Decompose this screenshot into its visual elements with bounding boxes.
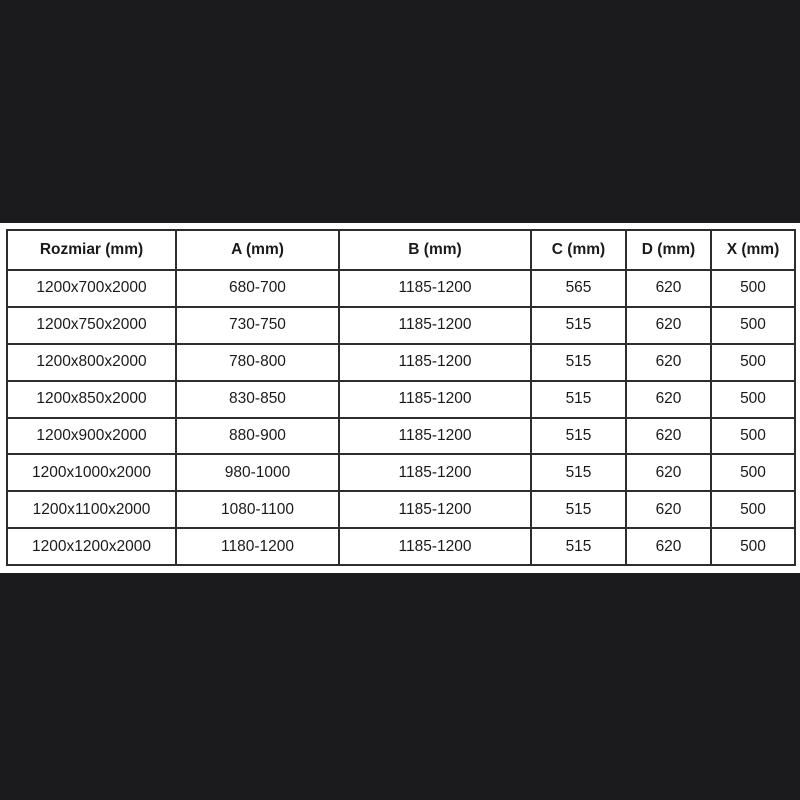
table-cell: 1185-1200 [339, 344, 531, 381]
table-cell: 980-1000 [176, 454, 339, 491]
table-cell: 500 [711, 381, 795, 418]
table-cell: 620 [626, 418, 711, 455]
table-cell: 1185-1200 [339, 418, 531, 455]
table-cell: 565 [531, 270, 626, 307]
table-cell: 620 [626, 491, 711, 528]
table-cell: 515 [531, 381, 626, 418]
column-header: D (mm) [626, 230, 711, 270]
table-cell: 830-850 [176, 381, 339, 418]
table-row [7, 381, 795, 418]
table-cell: 500 [711, 307, 795, 344]
table-cell: 1185-1200 [339, 454, 531, 491]
table-cell: 1200x1200x2000 [7, 528, 176, 565]
table-row [7, 344, 795, 381]
table-cell: 500 [711, 270, 795, 307]
table-cell: 620 [626, 270, 711, 307]
table-cell: 730-750 [176, 307, 339, 344]
header-row [7, 230, 795, 270]
table-header [7, 230, 795, 270]
table-row [7, 307, 795, 344]
table-cell: 620 [626, 307, 711, 344]
table-cell: 515 [531, 454, 626, 491]
table-cell: 500 [711, 344, 795, 381]
table-cell: 1200x700x2000 [7, 270, 176, 307]
table-cell: 515 [531, 491, 626, 528]
table-cell: 620 [626, 381, 711, 418]
table-body [7, 270, 795, 565]
table-row [7, 491, 795, 528]
table-cell: 1200x800x2000 [7, 344, 176, 381]
table-cell: 1080-1100 [176, 491, 339, 528]
table-cell: 620 [626, 454, 711, 491]
column-header: Rozmiar (mm) [7, 230, 176, 270]
table-cell: 1185-1200 [339, 307, 531, 344]
table-cell: 780-800 [176, 344, 339, 381]
table-cell: 515 [531, 528, 626, 565]
table-cell: 500 [711, 454, 795, 491]
table-cell: 515 [531, 344, 626, 381]
size-dimensions-table [6, 229, 796, 566]
column-header: B (mm) [339, 230, 531, 270]
column-header: A (mm) [176, 230, 339, 270]
table-cell: 1185-1200 [339, 491, 531, 528]
table-row [7, 418, 795, 455]
table-cell: 1180-1200 [176, 528, 339, 565]
table-cell: 1200x850x2000 [7, 381, 176, 418]
column-header: X (mm) [711, 230, 795, 270]
column-header: C (mm) [531, 230, 626, 270]
table-cell: 880-900 [176, 418, 339, 455]
table-cell: 515 [531, 307, 626, 344]
table-panel [0, 223, 800, 573]
table-cell: 515 [531, 418, 626, 455]
table-cell: 500 [711, 491, 795, 528]
table-row [7, 270, 795, 307]
table-cell: 1185-1200 [339, 381, 531, 418]
table-cell: 680-700 [176, 270, 339, 307]
table-row [7, 454, 795, 491]
table-cell: 620 [626, 528, 711, 565]
table-cell: 1200x900x2000 [7, 418, 176, 455]
table-cell: 1200x1000x2000 [7, 454, 176, 491]
table-cell: 1185-1200 [339, 270, 531, 307]
table-cell: 1200x750x2000 [7, 307, 176, 344]
table-cell: 500 [711, 528, 795, 565]
table-cell: 1185-1200 [339, 528, 531, 565]
table-row [7, 528, 795, 565]
table-cell: 620 [626, 344, 711, 381]
table-cell: 1200x1100x2000 [7, 491, 176, 528]
table-cell: 500 [711, 418, 795, 455]
